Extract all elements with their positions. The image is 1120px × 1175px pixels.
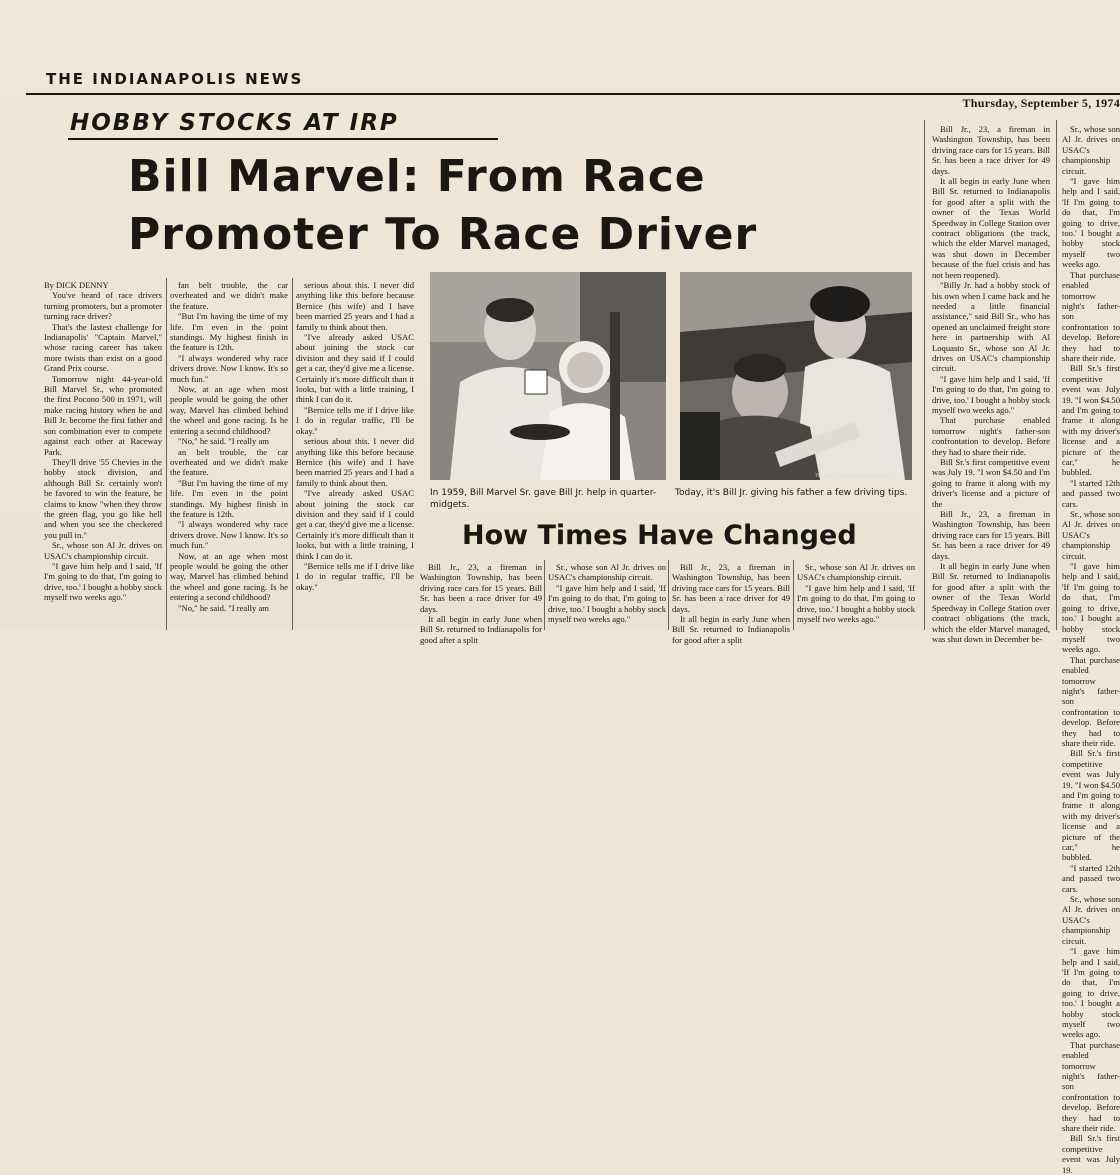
- article-paragraph: Bill Sr.'s first competitive event was July 19.: [1062, 1133, 1120, 1175]
- article-paragraph: serious about this. I never did anything like this before because Bernice (his wife) and I have been married 25 years and I had a family to think about then.: [296, 436, 414, 488]
- column-2-body: [170, 280, 288, 613]
- photo-today-driving-tips: [680, 272, 912, 480]
- article-paragraph: an belt trouble, the car overheated and we didn't make the feature.: [170, 446, 288, 478]
- column-right-body: [932, 124, 1050, 644]
- column-divider: [544, 560, 545, 630]
- article-column-right: [932, 124, 1050, 644]
- article-paragraph: Now, at an age when most people would be going the other way, Marvel has climbed behind the wheel and gone racing. Is he entering a second childhood?: [170, 550, 288, 603]
- article-paragraph: Bill Sr.'s first competitive event was July 19. "I won $4.50 and I'm going to frame it along with my driver's license and a picture of the car," he bubbled.: [1062, 363, 1120, 478]
- column-1-body: [44, 290, 162, 602]
- article-paragraph: "No," he said. "I really am: [178, 602, 269, 613]
- article-paragraph: Sr., whose son Al Jr. drives on USAC's championship circuit.: [44, 540, 162, 561]
- article-paragraph: "I started 12th and passed two cars.: [1062, 862, 1120, 894]
- article-paragraph: "I gave him help and I said, 'If I'm going to do that, I'm going to drive, too.' I bought a hobby stock myself two weeks ago.": [932, 373, 1050, 415]
- article-paragraph: serious about this. I never did anything like this before because Bernice (his wife) and I have been married 25 years and I had a family to think about then.: [296, 280, 414, 332]
- article-column-2: [170, 280, 288, 630]
- article-paragraph: Sr., whose son Al Jr. drives on USAC's championship circuit.: [1062, 509, 1120, 561]
- headline-line-1: Bill Marvel: From Race: [128, 151, 706, 202]
- article-paragraph: Bill Jr., 23, a fireman in Washington Township, has been driving race cars for 15 years. Bill Sr. has been a race driver for 49 days.: [672, 562, 790, 614]
- article-paragraph: That purchase enabled tomorrow night's father-son confrontation to develop. Before they had to share their ride.: [1062, 269, 1120, 363]
- column-divider: [668, 560, 669, 630]
- article-column-1: [44, 280, 162, 630]
- column-far-right-body: [1062, 124, 1120, 1175]
- article-paragraph: "Bernice tells me if I drive like I do in regular traffic, I'll be okay.": [296, 404, 414, 436]
- headline-line-2: Promoter To Race Driver: [128, 209, 758, 260]
- article-paragraph: Bill Sr.'s first competitive event was July 19. "I won $4.50 and I'm going to frame it along with my driver's license and a picture of the car," he bubbled.: [1062, 748, 1120, 863]
- article-paragraph: Sr., whose son Al Jr. drives on USAC's championship circuit.: [1062, 894, 1120, 946]
- article-paragraph: "Billy Jr. had a hobby stock of his own when I came back and he needed a little financial assistance," said Bill Sr., who has opened an unclaimed freight store here in partnership with Al Loquasto Sr., whose son Al Jr. drives on USAC's championship circuit.: [932, 280, 1050, 374]
- column-3-body: [296, 280, 414, 592]
- column-divider: [793, 560, 794, 630]
- article-paragraph: That purchase enabled tomorrow night's father-son confrontation to develop. Before they had to share their ride.: [1062, 1039, 1120, 1133]
- bottom-column-3: [672, 562, 790, 645]
- article-paragraph: You've heard of race drivers turning promoters, but a promoter turning race driver?: [44, 290, 162, 322]
- article-paragraph: "I always wondered why race drivers drove. Now I know. It's so much fun.": [170, 352, 288, 384]
- article-paragraph: "I started 12th and passed two cars.: [1062, 477, 1120, 509]
- byline: By DICK DENNY: [44, 280, 109, 290]
- article-paragraph: Bill Jr., 23, a fireman in Washington Township, has been driving race cars for 15 years. Bill Sr. has been a race driver for 49 days.: [932, 509, 1050, 561]
- article-paragraph: That purchase enabled tomorrow night's father-son confrontation to develop. Before they had to share their ride.: [932, 415, 1050, 457]
- article-paragraph: "I've already asked USAC about joining the stock car division and they said if I could get a car, they'd give me a license. Certainly it's more difficult than it looks, but with a little training, I think I can do it.: [296, 488, 414, 561]
- article-paragraph: Now, at an age when most people would be going the other way, Marvel has climbed behind the wheel and gone racing. Is he entering a second childhood?: [170, 384, 288, 436]
- photo-1959-quarter-midget: [430, 272, 666, 480]
- main-headline: [128, 148, 928, 264]
- article-paragraph: Sr., whose son Al Jr. drives on USAC's championship circuit.: [797, 562, 915, 583]
- article-paragraph: It all begin in early June when Bill Sr. returned to Indianapolis for good after a split with the owner of the Texas World Speedway in College Station over contract obligations (the track, which the elder Marvel managed, was shut down in December be-: [932, 561, 1050, 644]
- bottom-column-1-body: [420, 562, 542, 645]
- article-paragraph: "No," he said. "I really am: [178, 436, 269, 447]
- photo-credit: The NEWS Photos, Bob Doeppers: [815, 474, 890, 479]
- article-paragraph: "I gave him help and I said, 'If I'm going to do that, I'm going to drive, too.' I bought a hobby stock myself two weeks ago.": [797, 582, 915, 625]
- article-paragraph: "I always wondered why race drivers drove. Now I know. It's so much fun.": [170, 519, 288, 551]
- photo-1-caption: In 1959, Bill Marvel Sr. gave Bill Jr. help in quarter-midgets.: [430, 488, 657, 510]
- article-paragraph: That's the lastest challenge for Indianapolis' "Captain Marvel," whose racing career has taken more twists than exist on a good Grand Prix course.: [44, 321, 162, 374]
- bottom-column-4: [797, 562, 915, 630]
- bottom-column-4-body: [797, 562, 915, 624]
- article-paragraph: Bill Jr., 23, a fireman in Washington Township, has been driving race cars for 15 years. Bill Sr. has been a race driver for 49 days.: [932, 124, 1050, 176]
- article-paragraph: "I gave him help and I said, 'If I'm going to do that, I'm going to drive, too.' I bought a hobby stock myself two weeks ago.: [1062, 946, 1120, 1040]
- bottom-column-2-body: [548, 562, 666, 624]
- article-paragraph: That purchase enabled tomorrow night's father-son confrontation to develop. Before they had to share their ride.: [1062, 654, 1120, 748]
- column-divider: [166, 278, 167, 630]
- article-paragraph: "I gave him help and I said, 'If I'm going to do that, I'm going to drive, too.' I bought a hobby stock myself two weeks ago.: [1062, 561, 1120, 655]
- article-paragraph: "But I'm having the time of my life. I'm even in the point standings. My highest finish in the feature is 12th.: [170, 311, 288, 353]
- subhead-how-times-have-changed: How Times Have Changed: [462, 520, 857, 551]
- article-paragraph: "I gave him help and I said, 'If I'm going to do that, I'm going to drive, too.' I bought a hobby stock myself two weeks ago.": [548, 582, 666, 625]
- article-paragraph: It all begin in early June when Bill Sr. returned to Indianapolis for good after a split with the owner of the Texas World Speedway in College Station over contract obligations (the track, which the elder Marvel managed, was shut down in December because of the fuel crisis and has not been reopened).: [932, 176, 1050, 280]
- bottom-column-1: [420, 562, 542, 645]
- column-divider: [924, 120, 925, 630]
- article-paragraph: Bill Jr., 23, a fireman in Washington Township, has been driving race cars for 15 years. Bill Sr. has been a race driver for 49 days.: [420, 562, 542, 614]
- article-column-3: [296, 280, 414, 630]
- article-paragraph: fan belt trouble, the car overheated and we didn't make the feature.: [170, 280, 288, 311]
- article-paragraph: Tomorrow night 44-year-old Bill Marvel Sr., who promoted the first Pocono 500 in 1971, will make racing history when he and Bill Jr. become the first father and son combination ever to compete against each other at Raceway Park.: [44, 373, 162, 457]
- masthead-rule: [26, 93, 1120, 95]
- dateline: Thursday, September 5, 1974: [962, 96, 1120, 110]
- masthead: THE INDIANAPOLIS NEWS: [46, 70, 304, 88]
- bottom-column-2: [548, 562, 666, 630]
- article-paragraph: Sr., whose son Al Jr. drives on USAC's championship circuit.: [548, 562, 666, 583]
- bottom-column-3-body: [672, 562, 790, 645]
- article-paragraph: They'll drive '55 Chevies in the hobby stock division, and although Bill Sr. certainly won't be favored to win the feature, he claims to know "when they throw the green flag, you go like hell and when you see the checkered you pull in.": [44, 456, 162, 540]
- kicker-rule: [68, 138, 498, 140]
- article-paragraph: "I've already asked USAC about joining the stock car division and they said if I could get a car, they'd give me a license. Certainly it's more difficult than it looks, but with a little training, I think I can do it.: [296, 332, 414, 405]
- photo-2-caption: Today, it's Bill Jr. giving his father a few driving tips.: [675, 488, 908, 498]
- article-paragraph: Sr., whose son Al Jr. drives on USAC's championship circuit.: [1062, 124, 1120, 176]
- article-paragraph: It all begin in early June when Bill Sr. returned to Indianapolis for good after a split: [672, 614, 790, 645]
- article-paragraph: It all begin in early June when Bill Sr. returned to Indianapolis for good after a split: [420, 614, 542, 645]
- kicker-headline: HOBBY STOCKS AT IRP: [70, 110, 399, 136]
- article-column-far-right: [1062, 124, 1120, 1175]
- column-divider: [292, 278, 293, 630]
- article-paragraph: "I gave him help and I said, 'If I'm going to do that, I'm going to drive, too.' I bought a hobby stock myself two weeks ago.": [44, 560, 162, 603]
- article-paragraph: "I gave him help and I said, 'If I'm going to do that, I'm going to drive, too.' I bought a hobby stock myself two weeks ago.: [1062, 176, 1120, 270]
- article-paragraph: Bill Sr.'s first competitive event was July 19. "I won $4.50 and I'm going to frame it along with my driver's license and a picture of the: [932, 457, 1050, 509]
- column-divider: [1056, 120, 1057, 630]
- article-paragraph: "Bernice tells me if I drive like I do in regular traffic, I'll be okay.": [296, 560, 414, 592]
- article-paragraph: "But I'm having the time of my life. I'm even in the point standings. My highest finish in the feature is 12th.: [170, 477, 288, 519]
